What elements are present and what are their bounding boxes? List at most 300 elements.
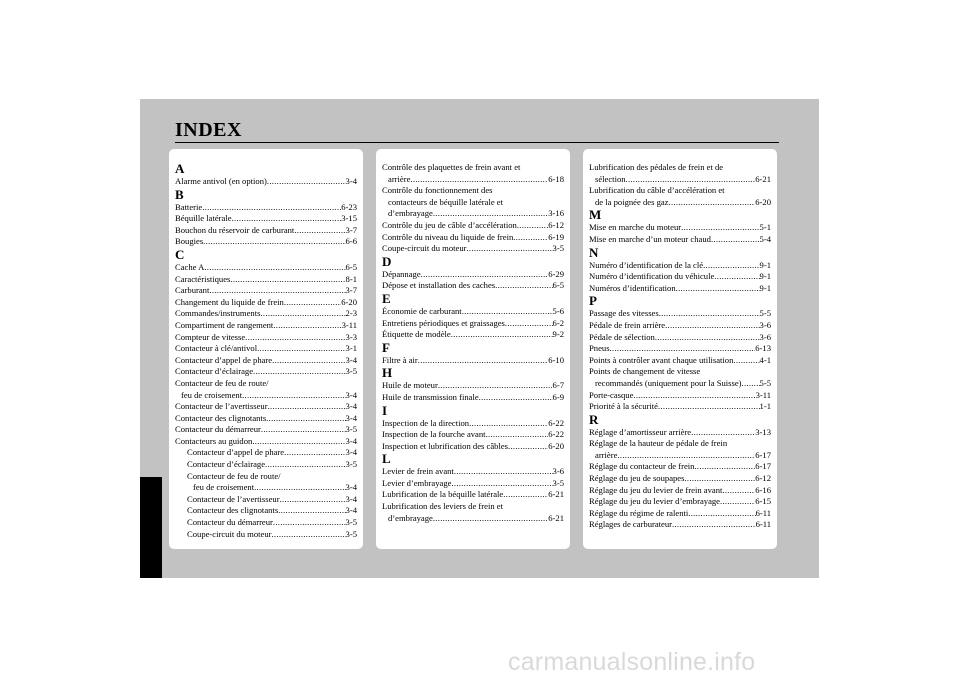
dot-leader: [260, 308, 345, 320]
dot-leader: [203, 236, 345, 248]
entry-label: feu de croisement: [193, 482, 255, 493]
entry-label: Contacteur de l’avertisseur: [187, 493, 280, 504]
entry-label: Compteur de vitesse: [175, 331, 246, 342]
entry-label: Contacteurs au guidon: [175, 435, 253, 446]
index-entry-line: Lubrification des pédales de frein et de: [589, 162, 724, 172]
dot-leader: [204, 262, 345, 274]
entry-label: Bougies: [175, 236, 204, 247]
entry-page-number: 9-1: [759, 259, 771, 270]
index-entry: [589, 234, 771, 246]
entry-page-number: 6-21: [548, 489, 564, 500]
dot-leader: [242, 390, 345, 402]
entry-page-number: 6-11: [755, 519, 771, 530]
index-entry: [589, 197, 771, 209]
index-entry: [175, 332, 357, 344]
index-entry: [382, 355, 564, 367]
index-entry: [589, 283, 771, 295]
dot-leader: [261, 424, 346, 436]
dot-leader: [278, 505, 345, 517]
index-entry: [382, 269, 564, 281]
dot-leader: [505, 318, 553, 330]
dot-leader: [257, 343, 345, 355]
entry-page-number: 3-4: [345, 412, 357, 423]
entry-label: Contacteur du démarreur: [175, 424, 261, 435]
dot-leader: [703, 260, 759, 272]
index-entry: [382, 280, 564, 292]
entry-page-number: 3-3: [345, 331, 357, 342]
entry-page-number: 3-4: [345, 435, 357, 446]
dot-leader: [681, 222, 759, 234]
dot-leader: [273, 517, 346, 529]
index-entry: [175, 529, 357, 541]
entry-label: Réglage du jeu de soupapes: [589, 473, 685, 484]
entry-label: Réglage du jeu du levier de frein avant: [589, 484, 723, 495]
dot-leader: [462, 306, 553, 318]
dot-leader: [733, 355, 759, 367]
entry-page-number: 3-7: [345, 224, 357, 235]
entry-label: Contacteur de l’avertisseur: [175, 401, 268, 412]
dot-leader: [266, 413, 345, 425]
dot-leader: [232, 213, 342, 225]
index-entry: [175, 202, 357, 214]
entry-label: Porte-casque: [589, 389, 634, 400]
chapter-thumb-tab: [140, 477, 162, 578]
section-letter: A: [175, 161, 185, 176]
entry-page-number: 6-12: [755, 473, 771, 484]
dot-leader: [688, 508, 755, 520]
dot-leader: [202, 202, 341, 214]
entry-page-number: 6-17: [755, 449, 771, 460]
index-entry: [175, 517, 357, 529]
dot-leader: [265, 459, 346, 471]
index-entry: [382, 513, 564, 525]
entry-page-number: 2-3: [345, 308, 357, 319]
index-entry-line: Lubrification du câble d’accélération et: [589, 185, 725, 196]
index-entry: [175, 505, 357, 517]
entry-page-number: 3-5: [552, 477, 564, 488]
index-entry-line: contacteurs de béquille latérale et: [388, 196, 504, 207]
entry-label: Pneus: [589, 343, 610, 354]
index-entry: [382, 429, 564, 441]
index-entry: [175, 436, 357, 448]
entry-label: de la poignée des gaz: [595, 196, 669, 207]
entry-label: Économie de carburant: [382, 305, 462, 316]
index-column-3: [583, 149, 777, 549]
entry-label: recommandés (uniquement pour la Suisse): [595, 377, 742, 388]
entry-label: Mise en marche du moteur: [589, 222, 682, 233]
dot-leader: [503, 489, 548, 501]
index-entry-line: Contacteur de feu de route/: [175, 377, 269, 388]
index-entry: [175, 447, 357, 459]
index-entry-line: Contrôle du fonctionnement des: [382, 185, 493, 196]
entry-page-number: 5-6: [552, 305, 564, 316]
dot-leader: [742, 378, 760, 390]
entry-label: arrière: [388, 173, 411, 184]
entry-label: Changement du liquide de frein: [175, 296, 284, 307]
dot-leader: [684, 473, 755, 485]
dot-leader: [676, 283, 760, 295]
entry-label: Coupe-circuit du moteur: [187, 528, 272, 539]
entry-page-number: 3-5: [345, 528, 357, 539]
entry-page-number: 5-5: [759, 308, 771, 319]
index-entry: [382, 466, 564, 478]
index-entry: [589, 271, 771, 283]
dot-leader: [513, 232, 548, 244]
entry-page-number: 3-6: [759, 319, 771, 330]
entry-label: Contrôle du niveau du liquide de frein: [382, 231, 514, 242]
index-entry-line: Lubrification des leviers de frein et: [382, 501, 503, 512]
entry-page-number: 3-16: [548, 208, 564, 219]
manual-page: [140, 99, 819, 578]
entry-label: Inspection de la direction: [382, 417, 470, 428]
dot-leader: [421, 269, 549, 281]
index-entry: [589, 174, 771, 186]
entry-label: Contacteur d’éclairage: [187, 459, 266, 470]
entry-page-number: 9-1: [759, 282, 771, 293]
entry-label: Contacteur d’appel de phare: [175, 354, 273, 365]
index-column-2: [376, 149, 570, 549]
entry-label: d’embrayage: [388, 208, 433, 219]
index-entry: [175, 355, 357, 367]
entry-label: Réglages de carburateur: [589, 519, 673, 530]
index-entry: [589, 401, 771, 413]
entry-label: Carburant: [175, 285, 210, 296]
entry-label: sélection: [595, 173, 626, 184]
entry-page-number: 3-5: [552, 243, 564, 254]
entry-label: Numéros d’identification: [589, 282, 676, 293]
entry-page-number: 6-18: [548, 173, 564, 184]
title-underline: [175, 142, 779, 143]
dot-leader: [722, 485, 755, 497]
index-entry: [382, 478, 564, 490]
index-entry: [175, 390, 357, 402]
index-entry: [175, 236, 357, 248]
dot-leader: [626, 174, 756, 186]
dot-leader: [669, 197, 756, 209]
section-letter: P: [589, 293, 597, 309]
entry-label: Points à contrôler avant chaque utilisation: [589, 354, 734, 365]
entry-label: Levier d’embrayage: [382, 477, 452, 488]
dot-leader: [659, 308, 760, 320]
dot-leader: [254, 482, 345, 494]
dot-leader: [517, 220, 548, 232]
section-letter: N: [589, 244, 599, 260]
index-entry: [382, 174, 564, 186]
entry-page-number: 1-1: [759, 401, 771, 412]
dot-leader: [665, 320, 759, 332]
dot-leader: [253, 366, 346, 378]
index-column-1: [169, 149, 363, 549]
index-entry: [589, 427, 771, 439]
section-letter: L: [382, 451, 391, 467]
index-entry: [382, 243, 564, 255]
entry-label: Huile de transmission finale: [382, 391, 479, 402]
entry-page-number: 3-4: [345, 354, 357, 365]
entry-label: Contacteur d’appel de phare: [187, 447, 285, 458]
dot-leader: [267, 176, 346, 188]
index-entry: [589, 320, 771, 332]
index-entry: [382, 418, 564, 430]
index-entry: [589, 461, 771, 473]
dot-leader: [451, 329, 553, 341]
index-entry: [382, 318, 564, 330]
dot-leader: [617, 450, 755, 462]
entry-page-number: 6-10: [548, 354, 564, 365]
entry-label: Réglage du régime de ralenti: [589, 507, 689, 518]
section-letter: B: [175, 186, 184, 202]
watermark: carmanualsonline.info: [508, 648, 756, 676]
index-entry-line: Contacteur de feu de route/: [187, 470, 281, 481]
index-entry: [175, 459, 357, 471]
entry-label: Étiquette de modèle: [382, 329, 451, 340]
index-entry: [382, 489, 564, 501]
index-entry: [175, 274, 357, 286]
entry-page-number: 6-17: [755, 461, 771, 472]
entry-label: Caractéristiques: [175, 273, 231, 284]
entry-page-number: 6-7: [552, 380, 564, 391]
entry-label: Dépannage: [382, 268, 421, 279]
index-entry: [589, 519, 771, 531]
dot-leader: [284, 297, 341, 309]
entry-page-number: 3-5: [345, 517, 357, 528]
index-entry: [589, 332, 771, 344]
entry-page-number: 3-6: [759, 331, 771, 342]
dot-leader: [495, 280, 552, 292]
entry-page-number: 3-4: [345, 401, 357, 412]
entry-page-number: 3-5: [345, 459, 357, 470]
dot-leader: [486, 429, 549, 441]
entry-label: Réglage du jeu du levier d’embrayage: [589, 496, 721, 507]
entry-label: d’embrayage: [388, 512, 433, 523]
dot-leader: [273, 320, 341, 332]
dot-leader: [280, 494, 346, 506]
index-entry: [175, 176, 357, 188]
index-entry: [175, 262, 357, 274]
entry-label: Pédale de sélection: [589, 331, 655, 342]
index-entry: [175, 343, 357, 355]
entry-page-number: 5-1: [759, 222, 771, 233]
index-entry: [382, 220, 564, 232]
entry-page-number: 3-11: [341, 319, 357, 330]
dot-leader: [438, 380, 553, 392]
entry-label: Cache A: [175, 261, 205, 272]
index-entry: [175, 494, 357, 506]
dot-leader: [245, 332, 345, 344]
index-entry: [175, 366, 357, 378]
index-entry: [175, 213, 357, 225]
page-title: INDEX: [175, 119, 242, 141]
dot-leader: [610, 343, 756, 355]
index-entry: [589, 496, 771, 508]
entry-page-number: 6-29: [548, 268, 564, 279]
entry-page-number: 6-22: [548, 417, 564, 428]
dot-leader: [418, 355, 548, 367]
entry-page-number: 3-4: [345, 176, 357, 186]
entry-label: Commandes/instruments: [175, 308, 261, 319]
index-entry: [175, 297, 357, 309]
entry-label: feu de croisement: [181, 389, 243, 400]
entry-label: Batterie: [175, 201, 203, 212]
entry-page-number: 6-20: [548, 440, 564, 451]
dot-leader: [230, 274, 345, 286]
entry-label: Compartiment de rangement: [175, 319, 274, 330]
dot-leader: [271, 529, 345, 541]
entry-label: Contacteur à clé/antivol: [175, 343, 258, 354]
dot-leader: [714, 271, 759, 283]
entry-page-number: 3-4: [345, 482, 357, 493]
section-letter: H: [382, 365, 393, 381]
entry-page-number: 3-5: [345, 366, 357, 377]
entry-page-number: 3-6: [552, 466, 564, 477]
entry-page-number: 3-11: [755, 389, 771, 400]
index-entry: [382, 208, 564, 220]
index-entry: [589, 485, 771, 497]
index-entry: [589, 378, 771, 390]
index-entry: [382, 232, 564, 244]
dot-leader: [672, 519, 756, 531]
entry-page-number: 6-16: [755, 484, 771, 495]
index-entry: [589, 355, 771, 367]
entry-label: Dépose et installation des caches: [382, 280, 496, 291]
index-entry: [382, 380, 564, 392]
dot-leader: [466, 243, 552, 255]
entry-label: Huile de moteur: [382, 380, 438, 391]
entry-page-number: 3-13: [755, 426, 771, 437]
section-letter: D: [382, 253, 392, 269]
entry-label: Filtre à air: [382, 354, 418, 365]
entry-label: arrière: [595, 449, 618, 460]
entry-page-number: 3-15: [341, 213, 357, 224]
index-entry-line: Réglage de la hauteur de pédale de frein: [589, 438, 728, 449]
entry-label: Passage des vitesses: [589, 308, 659, 319]
entry-page-number: 6-11: [755, 507, 771, 518]
index-entry: [175, 401, 357, 413]
section-letter: F: [382, 339, 390, 355]
entry-label: Contacteur du démarreur: [187, 517, 273, 528]
entry-label: Priorité à la sécurité: [589, 401, 658, 412]
index-entry-line: Contrôle des plaquettes de frein avant et: [382, 162, 521, 172]
dot-leader: [711, 234, 760, 246]
index-entry: [382, 441, 564, 453]
dot-leader: [694, 461, 755, 473]
dot-leader: [252, 436, 345, 448]
entry-label: Coupe-circuit du moteur: [382, 243, 467, 254]
index-entry: [175, 482, 357, 494]
index-entry: [382, 329, 564, 341]
dot-leader: [268, 401, 346, 413]
entry-page-number: 3-5: [345, 424, 357, 435]
dot-leader: [433, 208, 548, 220]
index-entry: [175, 308, 357, 320]
entry-page-number: 6-5: [345, 261, 357, 272]
entry-label: Alarme antivol (en option): [175, 176, 267, 186]
entry-page-number: 6-6: [345, 236, 357, 247]
entry-page-number: 5-5: [759, 377, 771, 388]
index-entry: [175, 225, 357, 237]
entry-page-number: 6-2: [552, 317, 564, 328]
index-entry: [589, 222, 771, 234]
entry-label: Inspection et lubrification des câbles: [382, 440, 508, 451]
entry-label: Béquille latérale: [175, 213, 232, 224]
section-letter: E: [382, 290, 391, 306]
dot-leader: [284, 447, 345, 459]
dot-leader: [469, 418, 548, 430]
entry-label: Réglage d’amortisseur arrière: [589, 426, 692, 437]
index-entry: [589, 390, 771, 402]
index-entry: [382, 306, 564, 318]
index-entry: [175, 424, 357, 436]
section-letter: C: [175, 246, 185, 262]
section-letter: R: [589, 411, 599, 427]
dot-leader: [433, 513, 548, 525]
dot-leader: [410, 174, 548, 186]
dot-leader: [454, 466, 553, 478]
entry-label: Réglage du contacteur de frein: [589, 461, 695, 472]
entry-label: Numéro d’identification du véhicule: [589, 271, 715, 282]
entry-page-number: 3-1: [345, 343, 357, 354]
index-entry: [589, 508, 771, 520]
index-entry: [589, 473, 771, 485]
index-entry: [175, 413, 357, 425]
entry-label: Entretiens périodiques et graissages: [382, 317, 505, 328]
entry-page-number: 9-1: [759, 271, 771, 282]
entry-page-number: 8-1: [345, 273, 357, 284]
entry-page-number: 6-20: [341, 296, 357, 307]
entry-page-number: 6-21: [548, 512, 564, 523]
entry-label: Levier de frein avant: [382, 466, 454, 477]
dot-leader: [479, 392, 553, 404]
index-entry: [589, 450, 771, 462]
section-letter: M: [589, 207, 602, 223]
entry-label: Mise en marche d’un moteur chaud: [589, 233, 711, 244]
entry-page-number: 6-9: [552, 391, 564, 402]
index-entry: [589, 308, 771, 320]
index-entry: [382, 392, 564, 404]
section-letter: I: [382, 402, 388, 418]
dot-leader: [294, 225, 345, 237]
index-entry: [589, 260, 771, 272]
dot-leader: [209, 285, 345, 297]
entry-label: Lubrification de la béquille latérale: [382, 489, 504, 500]
entry-label: Contrôle du jeu de câble d’accélération: [382, 219, 517, 230]
entry-page-number: 9-2: [552, 329, 564, 340]
dot-leader: [451, 478, 552, 490]
entry-page-number: 6-5: [552, 280, 564, 291]
entry-label: Contacteur des clignotants: [187, 505, 279, 516]
entry-page-number: 3-7: [345, 285, 357, 296]
dot-leader: [658, 401, 760, 413]
entry-page-number: 6-19: [548, 231, 564, 242]
entry-page-number: 5-4: [759, 233, 771, 244]
dot-leader: [633, 390, 755, 402]
entry-page-number: 3-4: [345, 447, 357, 458]
entry-page-number: 3-4: [345, 493, 357, 504]
entry-page-number: 3-4: [345, 505, 357, 516]
entry-label: Contacteur des clignotants: [175, 412, 267, 423]
entry-label: Numéro d’identification de la clé: [589, 259, 704, 270]
index-entry: [175, 320, 357, 332]
entry-page-number: 6-20: [755, 196, 771, 207]
entry-label: Bouchon du réservoir de carburant: [175, 224, 295, 235]
index-entry: [175, 285, 357, 297]
dot-leader: [272, 355, 345, 367]
dot-leader: [655, 332, 760, 344]
entry-label: Inspection de la fourche avant: [382, 429, 486, 440]
entry-page-number: 6-23: [341, 201, 357, 212]
entry-page-number: 6-22: [548, 429, 564, 440]
entry-label: Pédale de frein arrière: [589, 319, 666, 330]
entry-page-number: 4-1: [759, 354, 771, 365]
